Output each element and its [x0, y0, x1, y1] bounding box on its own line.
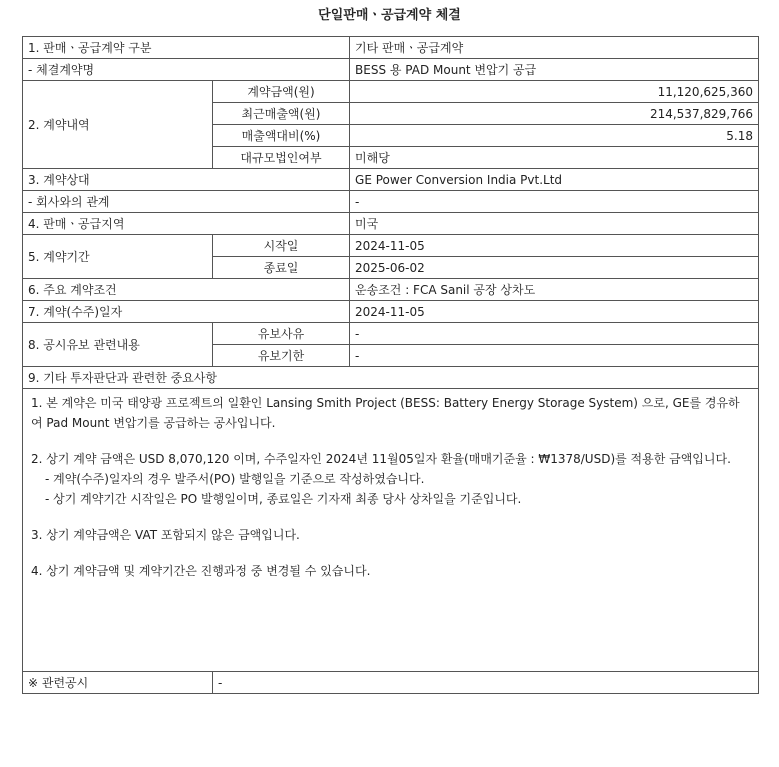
- relationship-label: - 회사와의 관계: [23, 191, 350, 213]
- note-2b: - 상기 계약기간 시작일은 PO 발행일이며, 종료일은 기자재 최종 당사 상차일을 기준입니다.: [45, 492, 522, 506]
- table-row: [23, 389, 759, 672]
- deferral-period-value: -: [350, 345, 759, 367]
- note-2a: - 계약(수주)일자의 경우 발주서(PO) 발행일을 기준으로 작성하였습니다.: [45, 472, 425, 486]
- table-row: [23, 213, 759, 235]
- end-date-value: 2025-06-02: [350, 257, 759, 279]
- table-row: [23, 672, 759, 694]
- note-3: 3. 상기 계약금액은 VAT 포함되지 않은 금액입니다.: [31, 528, 300, 542]
- deferral-reason-label: 유보사유: [213, 323, 350, 345]
- large-corp-value: 미해당: [350, 147, 759, 169]
- start-date-value: 2024-11-05: [350, 235, 759, 257]
- contract-type-value: 기타 판매ㆍ공급계약: [350, 37, 759, 59]
- contract-amount-label: 계약금액(원): [213, 81, 350, 103]
- table-row: [23, 81, 759, 103]
- contract-date-label: 7. 계약(수주)일자: [23, 301, 350, 323]
- contract-period-label: 5. 계약기간: [23, 235, 213, 279]
- contract-name-label: - 체결계약명: [23, 59, 350, 81]
- sales-ratio-value: 5.18: [350, 125, 759, 147]
- related-disclosure-label: ※ 관련공시: [23, 672, 213, 694]
- relationship-value: -: [350, 191, 759, 213]
- table-row: [23, 191, 759, 213]
- table-row: [23, 59, 759, 81]
- large-corp-label: 대규모법인여부: [213, 147, 350, 169]
- recent-sales-value: 214,537,829,766: [350, 103, 759, 125]
- disclosure-deferral-label: 8. 공시유보 관련내용: [23, 323, 213, 367]
- page-title: 단일판매ㆍ공급계약 체결: [318, 8, 461, 23]
- recent-sales-label: 최근매출액(원): [213, 103, 350, 125]
- contract-name-value: BESS 용 PAD Mount 변압기 공급: [350, 59, 759, 81]
- note-1: 1. 본 계약은 미국 태양광 프로젝트의 일환인 Lansing Smith Project (BESS: Battery Energy Storage System) 으로, GE를 경유하여 Pad Mount 변압기를 공급하는 공사입니다.: [31, 396, 740, 430]
- table-row: [23, 301, 759, 323]
- related-disclosure-value: -: [213, 672, 759, 694]
- table-row: [23, 279, 759, 301]
- counterparty-label: 3. 계약상대: [23, 169, 350, 191]
- contract-disclosure-table: [22, 36, 759, 694]
- end-date-label: 종료일: [213, 257, 350, 279]
- contract-details-label: 2. 계약내역: [23, 81, 213, 169]
- contract-type-label: 1. 판매ㆍ공급계약 구분: [23, 37, 350, 59]
- deferral-reason-value: -: [350, 323, 759, 345]
- table-row: [23, 323, 759, 345]
- table-row: [23, 37, 759, 59]
- deferral-period-label: 유보기한: [213, 345, 350, 367]
- table-row: [23, 235, 759, 257]
- table-row: [23, 169, 759, 191]
- counterparty-value: GE Power Conversion India Pvt.Ltd: [350, 169, 759, 191]
- contract-amount-value: 11,120,625,360: [350, 81, 759, 103]
- other-matters-notes: [23, 389, 759, 672]
- main-terms-label: 6. 주요 계약조건: [23, 279, 350, 301]
- other-matters-label: 9. 기타 투자판단과 관련한 중요사항: [23, 367, 759, 389]
- sales-ratio-label: 매출액대비(%): [213, 125, 350, 147]
- table-row: [23, 367, 759, 389]
- main-terms-value: 운송조건 : FCA Sanil 공장 상차도: [350, 279, 759, 301]
- note-4: 4. 상기 계약금액 및 계약기간은 진행과정 중 변경될 수 있습니다.: [31, 564, 371, 578]
- supply-region-value: 미국: [350, 213, 759, 235]
- contract-date-value: 2024-11-05: [350, 301, 759, 323]
- note-2: 2. 상기 계약 금액은 USD 8,070,120 이며, 수주일자인 2024년 11월05일자 환율(매매기준율 : ₩1378/USD)를 적용한 금액입니다.: [31, 452, 731, 466]
- supply-region-label: 4. 판매ㆍ공급지역: [23, 213, 350, 235]
- start-date-label: 시작일: [213, 235, 350, 257]
